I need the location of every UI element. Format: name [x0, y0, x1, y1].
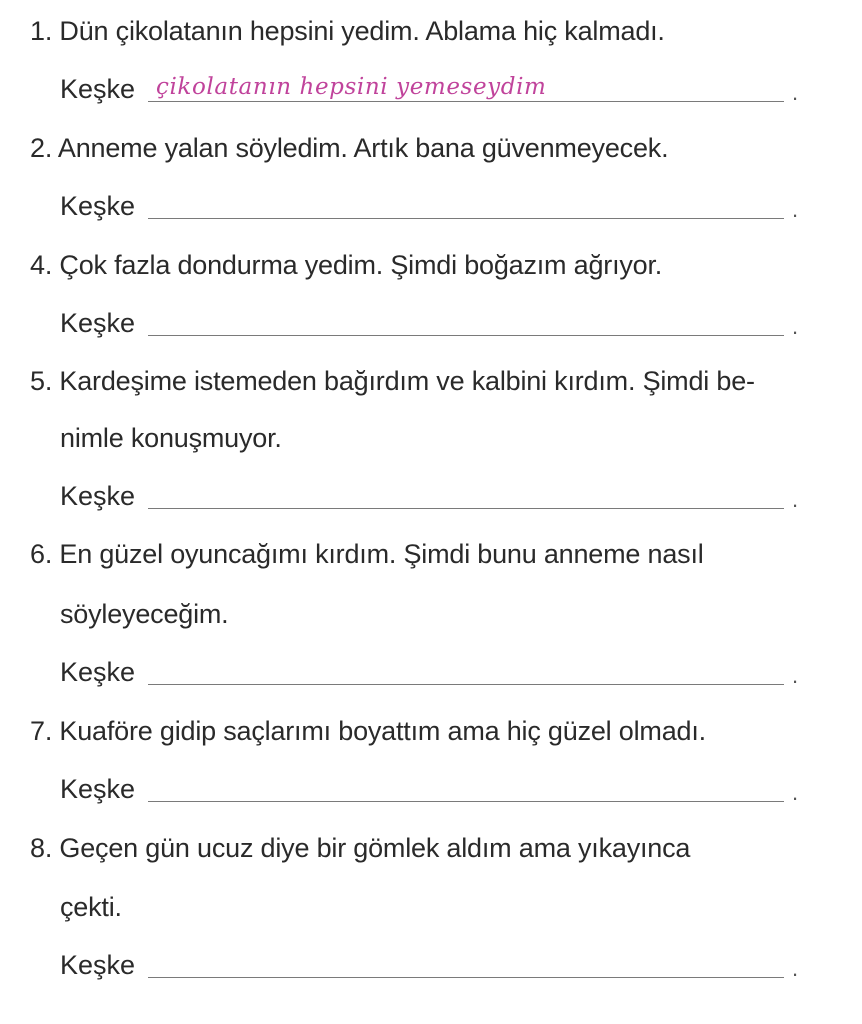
answer-row-1	[60, 72, 820, 106]
question-8-line-2: çekti.	[60, 892, 122, 922]
question-2-line-1: 2. Anneme yalan söyledim. Artık bana güvenmeyecek.	[30, 133, 669, 163]
answer-blank-7[interactable]	[148, 801, 784, 802]
end-mark: .	[792, 197, 799, 222]
question-4-line-1: 4. Çok fazla dondurma yedim. Şimdi boğazım ağrıyor.	[30, 250, 663, 280]
end-mark: .	[792, 80, 799, 105]
answer-blank-8[interactable]	[148, 977, 784, 978]
end-mark: .	[792, 780, 799, 805]
answer-row-5	[60, 479, 820, 513]
answer-blank-5[interactable]	[148, 508, 784, 509]
question-5-line-2: nimle konuşmuyor.	[60, 423, 282, 453]
answer-blank-1[interactable]	[148, 101, 784, 102]
keske-label: Keşke	[60, 950, 136, 980]
keske-label: Keşke	[60, 774, 136, 804]
end-mark: .	[792, 956, 799, 981]
answer-blank-6[interactable]	[148, 684, 784, 685]
answer-row-7	[60, 772, 820, 806]
answer-row-2	[60, 189, 820, 223]
question-5-line-1: 5. Kardeşime istemeden bağırdım ve kalbini kırdım. Şimdi be-	[30, 366, 755, 396]
keske-label: Keşke	[60, 657, 136, 687]
answer-row-8	[60, 948, 820, 982]
question-7-line-1: 7. Kuaföre gidip saçlarımı boyattım ama hiç güzel olmadı.	[30, 716, 706, 746]
end-mark: .	[792, 314, 799, 339]
keske-label: Keşke	[60, 308, 136, 338]
answer-row-6	[60, 655, 820, 689]
end-mark: .	[792, 663, 799, 688]
keske-label: Keşke	[60, 74, 136, 104]
answer-blank-4[interactable]	[148, 335, 784, 336]
question-8-line-1: 8. Geçen gün ucuz diye bir gömlek aldım ama yıkayınca	[30, 833, 691, 863]
keske-label: Keşke	[60, 481, 136, 511]
keske-label: Keşke	[60, 191, 136, 221]
end-mark: .	[792, 487, 799, 512]
question-6-line-2: söyleyeceğim.	[60, 599, 229, 629]
question-1-line-1: 1. Dün çikolatanın hepsini yedim. Ablama hiç kalmadı.	[30, 16, 665, 46]
handwritten-answer-1: çikolatanın hepsini yemeseydim	[156, 74, 547, 100]
answer-row-4	[60, 306, 820, 340]
question-6-line-1: 6. En güzel oyuncağımı kırdım. Şimdi bunu anneme nasıl	[30, 539, 704, 569]
answer-blank-2[interactable]	[148, 218, 784, 219]
